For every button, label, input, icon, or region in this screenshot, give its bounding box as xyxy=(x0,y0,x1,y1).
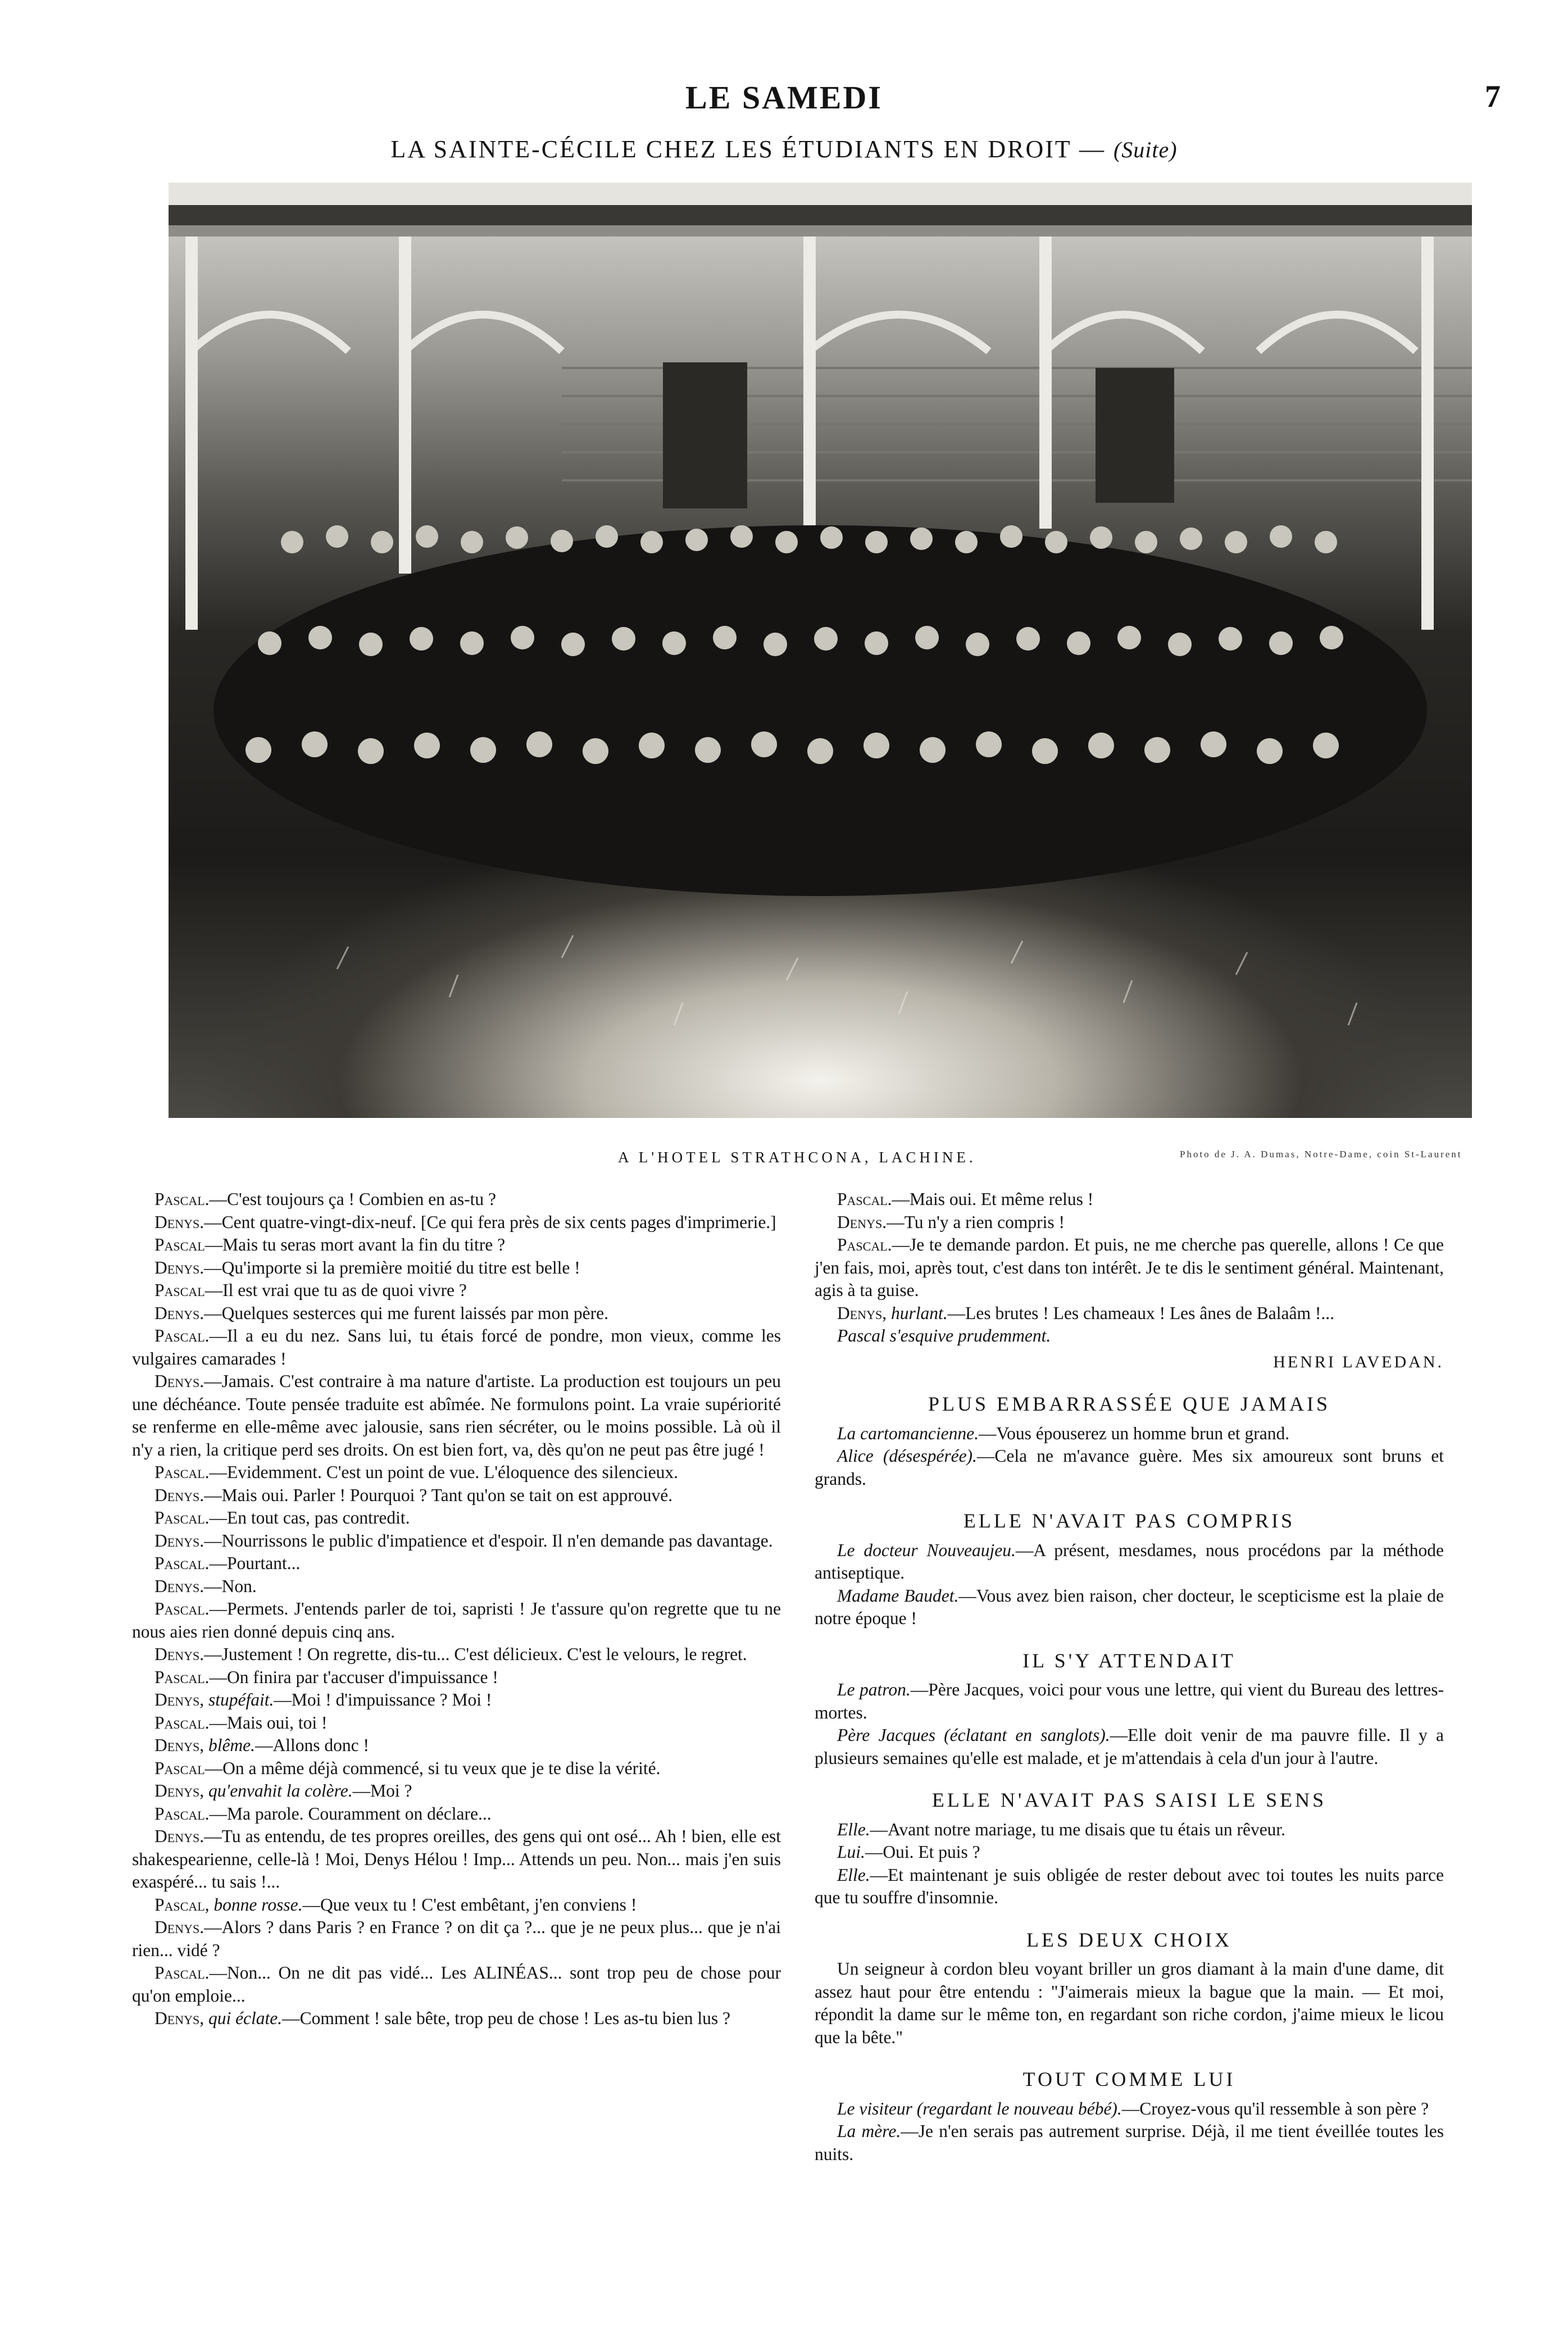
dialogue-line xyxy=(132,1211,781,1234)
dialogue-line xyxy=(815,1302,1444,1325)
speaker-name: Pascal. xyxy=(154,1508,210,1527)
dialogue-text: —Cela ne m'avance guère. Mes six amoureux sont bruns et grands. xyxy=(815,1446,1444,1489)
dialogue-text: —Croyez-vous qu'il ressemble à son père ? xyxy=(1121,2098,1429,2118)
speaker-name: La mère. xyxy=(837,2121,901,2141)
left-column-dialogue xyxy=(132,1188,781,2030)
dialogue-line xyxy=(815,1841,1444,1864)
speaker-name: Denys. xyxy=(837,1212,887,1232)
dialogue-text: —Allons donc ! xyxy=(255,1735,370,1755)
speaker-name: Pascal. xyxy=(154,1189,210,1209)
speaker-name: Pascal. xyxy=(154,1712,210,1733)
dialogue-text: —Justement ! On regrette, dis-tu... C'est délicieux. C'est le velours, le regret. xyxy=(204,1644,747,1664)
speaker-name: Denys. xyxy=(154,1257,204,1277)
dialogue-line xyxy=(132,1575,781,1598)
speaker-name: Le docteur Nouveaujeu. xyxy=(837,1540,1016,1560)
dialogue-text: —Non. xyxy=(204,1576,257,1596)
anecdote-title: ELLE N'AVAIT PAS COMPRIS xyxy=(963,1510,1296,1532)
dialogue-text: —Moi ? xyxy=(352,1781,412,1801)
photo-heading xyxy=(0,135,1568,163)
stage-direction: qu'envahit la colère. xyxy=(208,1781,353,1801)
group-photograph xyxy=(169,183,1472,1118)
photo-credit: Photo de J. A. Dumas, Notre-Dame, coin St-Laurent xyxy=(1180,1149,1462,1160)
dialogue-line xyxy=(132,1894,781,1917)
dialogue-text: —Comment ! sale bête, trop peu de chose ! Les as-tu bien lus ? xyxy=(282,2008,730,2028)
anecdote-title: LES DEUX CHOIX xyxy=(1026,1928,1232,1951)
stage-direction: Pascal s'esquive prudemment. xyxy=(837,1326,1051,1345)
dialogue-line xyxy=(132,1234,781,1257)
speaker-name: Denys. xyxy=(154,1917,204,1937)
speaker-name: Pascal xyxy=(154,1758,205,1778)
speaker-name: Pascal xyxy=(154,1280,205,1300)
dialogue-text: —Il est vrai que tu as de quoi vivre ? xyxy=(204,1280,467,1300)
dialogue-text: —Je te demande pardon. Et puis, ne me cherche pas querelle, allons ! Ce que j'en fais, moi, après tout, c'est dans ton intérêt. Je te dis le sentiment général. Maintenant, agis à ta guise. xyxy=(815,1235,1444,1300)
speaker-name: Le patron. xyxy=(837,1680,911,1699)
speaker-name: Pascal. xyxy=(154,1553,210,1573)
stage-direction: blême. xyxy=(208,1735,256,1755)
speaker-name: Denys. xyxy=(154,1371,204,1391)
dialogue-text: —Je n'en serais pas autrement surprise. Déjà, il me tient éveillée toutes les nuits. xyxy=(815,2121,1444,2164)
dialogue-text: —Jamais. C'est contraire à ma nature d'artiste. La production est toujours un peu une déchéance. Toute pensée traduite est abîmée. Ne formulons point. La vraie supériorité se renferme en elle-même avec jalousie, sans rien sécréter, ou le moins possible. Là où il n'y a rien, la critique perd ses droits. On est bien fort, va, dès qu'on ne peut pas être jugé ! xyxy=(132,1371,781,1460)
speaker-name: Denys. xyxy=(154,1576,204,1596)
dialogue-line xyxy=(815,1818,1444,1842)
speaker-name: Alice (désespérée). xyxy=(837,1446,977,1466)
stage-direction: qui éclate. xyxy=(208,2008,283,2028)
dialogue-line xyxy=(132,1916,781,1962)
dialogue-text: —Les brutes ! Les chameaux ! Les ânes de Balaâm !... xyxy=(947,1303,1334,1323)
dialogue-line xyxy=(132,1825,781,1894)
speaker-name: Pascal. xyxy=(154,1667,210,1687)
dialogue-text: —Tu n'y a rien compris ! xyxy=(887,1212,1065,1232)
anecdote-title: IL S'Y ATTENDAIT xyxy=(1022,1649,1236,1672)
speaker-name: Elle. xyxy=(837,1865,870,1885)
anecdotes xyxy=(815,1393,1444,2166)
dialogue-line xyxy=(815,1188,1444,1211)
dialogue-text: —Mais oui. Et même relus ! xyxy=(892,1189,1094,1209)
dialogue-line xyxy=(815,1422,1444,1445)
dialogue-line xyxy=(132,1484,781,1507)
dialogue-line xyxy=(132,1734,781,1757)
dialogue-text: —En tout cas, pas contredit. xyxy=(209,1508,410,1527)
dialogue-line xyxy=(815,1445,1444,1490)
speaker-name: Lui. xyxy=(837,1842,865,1862)
dialogue-text: —Et maintenant je suis obligée de rester debout avec toi toutes les nuits parce que tu souffre d'insomnie. xyxy=(815,1865,1444,1907)
dialogue-line xyxy=(815,1724,1444,1770)
dialogue-line xyxy=(132,1188,781,1211)
dialogue-line xyxy=(132,1962,781,2007)
dialogue-line xyxy=(132,1643,781,1666)
dialogue-line xyxy=(132,1302,781,1325)
dialogue-text: —Qu'importe si la première moitié du titre est belle ! xyxy=(204,1257,580,1277)
anecdote-title: ELLE N'AVAIT PAS SAISI LE SENS xyxy=(931,1789,1327,1811)
dialogue-line xyxy=(132,1552,781,1575)
speaker-name: Pascal. xyxy=(154,1963,210,1983)
speaker-name: Pascal xyxy=(154,1235,205,1254)
speaker-name: Pascal, xyxy=(154,1894,210,1915)
stage-direction: hurlant. xyxy=(890,1303,948,1323)
dialogue-line xyxy=(132,2007,781,2030)
speaker-name: Pascal. xyxy=(154,1803,210,1824)
speaker-name: Denys, xyxy=(154,2008,204,2028)
dialogue-line xyxy=(815,1864,1444,1909)
masthead-title: LE SAMEDI xyxy=(685,79,883,116)
dialogue-line xyxy=(815,1585,1444,1630)
dialogue-text: —Ma parole. Couramment on déclare... xyxy=(209,1803,492,1824)
dialogue-text: —Nourrissons le public d'impatience et d'espoir. Il n'en demande pas davantage. xyxy=(204,1530,773,1551)
speaker-name: Denys. xyxy=(154,1826,204,1846)
dialogue-line xyxy=(132,1598,781,1643)
speaker-name: Denys. xyxy=(154,1485,204,1505)
dialogue-line xyxy=(132,1279,781,1302)
dialogue-text: —Avant notre mariage, tu me disais que tu étais un rêveur. xyxy=(870,1819,1286,1839)
dialogue-text: —Oui. Et puis ? xyxy=(865,1842,980,1862)
dialogue-line xyxy=(132,1757,781,1780)
dialogue-line xyxy=(815,1679,1444,1724)
anecdote-title: PLUS EMBARRASSÉE QUE JAMAIS xyxy=(928,1393,1331,1415)
dialogue-text: —Que veux tu ! C'est embêtant, j'en conviens ! xyxy=(302,1894,637,1915)
dialogue-text: —A présent, mesdames, nous procédons par la méthode antiseptique. xyxy=(815,1540,1444,1583)
speaker-name: Pascal. xyxy=(154,1326,210,1345)
dialogue-text: —Pourtant... xyxy=(209,1553,301,1573)
speaker-name: Madame Baudet. xyxy=(837,1585,959,1606)
dialogue-text: —Mais oui. Parler ! Pourquoi ? Tant qu'on se tait on est approuvé. xyxy=(204,1485,673,1505)
dialogue-text: —Quelques sesterces qui me furent laissés par mon père. xyxy=(204,1303,608,1323)
speaker-name: Le visiteur (regardant le nouveau bébé). xyxy=(837,2098,1122,2118)
dialogue-line xyxy=(132,1530,781,1553)
dialogue-line xyxy=(132,1803,781,1826)
author-signature: HENRI LAVEDAN. xyxy=(1273,1352,1444,1371)
dialogue-text: —Mais oui, toi ! xyxy=(209,1712,328,1733)
dialogue-text: —Père Jacques, voici pour vous une lettre, qui vient du Bureau des lettres-mortes. xyxy=(815,1680,1444,1722)
speaker-name: La cartomancienne. xyxy=(837,1423,979,1443)
dialogue-closing xyxy=(815,1188,1444,1348)
speaker-name: Denys. xyxy=(154,1644,204,1664)
dialogue-line xyxy=(815,1325,1444,1348)
dialogue-line xyxy=(132,1689,781,1712)
dialogue-line xyxy=(815,1211,1444,1234)
page-number: 7 xyxy=(1485,79,1501,114)
speaker-name: Pascal. xyxy=(154,1599,210,1618)
speaker-name: Denys, xyxy=(154,1781,204,1801)
dialogue-text: —Evidemment. C'est un point de vue. L'éloquence des silencieux. xyxy=(209,1462,679,1482)
dialogue-text: —On a même déjà commencé, si tu veux que je te dise la vérité. xyxy=(204,1758,661,1778)
dialogue-text: —On finira par t'accuser d'impuissance ! xyxy=(209,1667,498,1687)
speaker-name: Denys. xyxy=(154,1212,204,1232)
dialogue-line xyxy=(815,2120,1444,2166)
speaker-name: Denys, xyxy=(837,1303,887,1323)
dialogue-line xyxy=(132,1325,781,1370)
dialogue-line xyxy=(132,1461,781,1484)
dialogue-text: —Non... On ne dit pas vidé... Les ALINÉAS... sont trop peu de chose pour qu'on emploie... xyxy=(132,1963,781,2006)
dialogue-text: Un seigneur à cordon bleu voyant briller un gros diamant à la main d'une dame, dit assez haut pour être entendu : "J'aimerais mieux la bague que la main. — Et moi, répondit la dame sur le même ton, en regardant son riche cordon, j'aime mieux le licou que la bête." xyxy=(815,1959,1444,2047)
dialogue-text: —Moi ! d'impuissance ? Moi ! xyxy=(274,1690,492,1710)
dialogue-line xyxy=(815,1539,1444,1585)
dialogue-text: —Il a eu du nez. Sans lui, tu étais forcé de pondre, mon vieux, comme les vulgaires camarades ! xyxy=(132,1326,781,1368)
stage-direction: bonne rosse. xyxy=(213,1894,303,1915)
photo-heading-text: LA SAINTE-CÉCILE CHEZ LES ÉTUDIANTS EN DROIT — xyxy=(390,135,1106,163)
dialogue-line xyxy=(815,2098,1444,2121)
dialogue-text: —Vous avez bien raison, cher docteur, le scepticisme est la plaie de notre époque ! xyxy=(815,1585,1444,1628)
dialogue-text: —Mais tu seras mort avant la fin du titre ? xyxy=(204,1235,506,1254)
speaker-name: Pascal. xyxy=(154,1462,210,1482)
anecdote-title: TOUT COMME LUI xyxy=(1022,2068,1236,2090)
dialogue-line xyxy=(815,1958,1444,2049)
dialogue-text: —Tu as entendu, de tes propres oreilles, des gens qui ont osé... Ah ! bien, elle est shakespearienne, celle-là ! Moi, Denys Hélou ! Imp... Attends un peu. Non... mais j'en suis exaspéré... tu sais !... xyxy=(132,1826,781,1892)
dialogue-line xyxy=(132,1712,781,1735)
dialogue-text: —Cent quatre-vingt-dix-neuf. [Ce qui fera près de six cents pages d'imprimerie.] xyxy=(204,1212,776,1232)
speaker-name: Denys. xyxy=(154,1303,204,1323)
speaker-name: Elle. xyxy=(837,1819,870,1839)
dialogue-line xyxy=(132,1257,781,1280)
dialogue-line xyxy=(132,1666,781,1689)
speaker-name: Denys, xyxy=(154,1735,204,1755)
dialogue-line xyxy=(815,1234,1444,1302)
speaker-name: Denys, xyxy=(154,1690,204,1710)
dialogue-text: —Vous épouserez un homme brun et grand. xyxy=(978,1423,1290,1443)
speaker-name: Pascal. xyxy=(837,1235,892,1254)
photo-illustration xyxy=(169,183,1472,1118)
dialogue-text: —Alors ? dans Paris ? en France ? on dit ça ?... que je ne peux plus... que je n'ai rien... vidé ? xyxy=(132,1917,781,1960)
dialogue-line xyxy=(132,1780,781,1803)
dialogue-line xyxy=(132,1507,781,1530)
right-column xyxy=(815,1188,1444,2166)
photo-caption: A L'HOTEL STRATHCONA, LACHINE. xyxy=(618,1149,976,1166)
dialogue-text: —C'est toujours ça ! Combien en as-tu ? xyxy=(209,1189,496,1209)
speaker-name: Pascal. xyxy=(837,1189,892,1209)
dialogue-text: —Permets. J'entends parler de toi, sapristi ! Je t'assure qu'on regrette que tu ne nous aies rien donné depuis cinq ans. xyxy=(132,1599,781,1642)
dialogue-line xyxy=(132,1370,781,1461)
dialogue-text: —Elle doit venir de ma pauvre fille. Il y a plusieurs semaines qu'elle est malade, et je m'attendais à cela d'un jour à l'autre. xyxy=(815,1725,1444,1768)
speaker-name: Père Jacques (éclatant en sanglots). xyxy=(837,1725,1110,1745)
photo-heading-suffix: (Suite) xyxy=(1113,137,1178,162)
stage-direction: stupéfait. xyxy=(208,1690,274,1710)
speaker-name: Denys. xyxy=(154,1530,204,1551)
